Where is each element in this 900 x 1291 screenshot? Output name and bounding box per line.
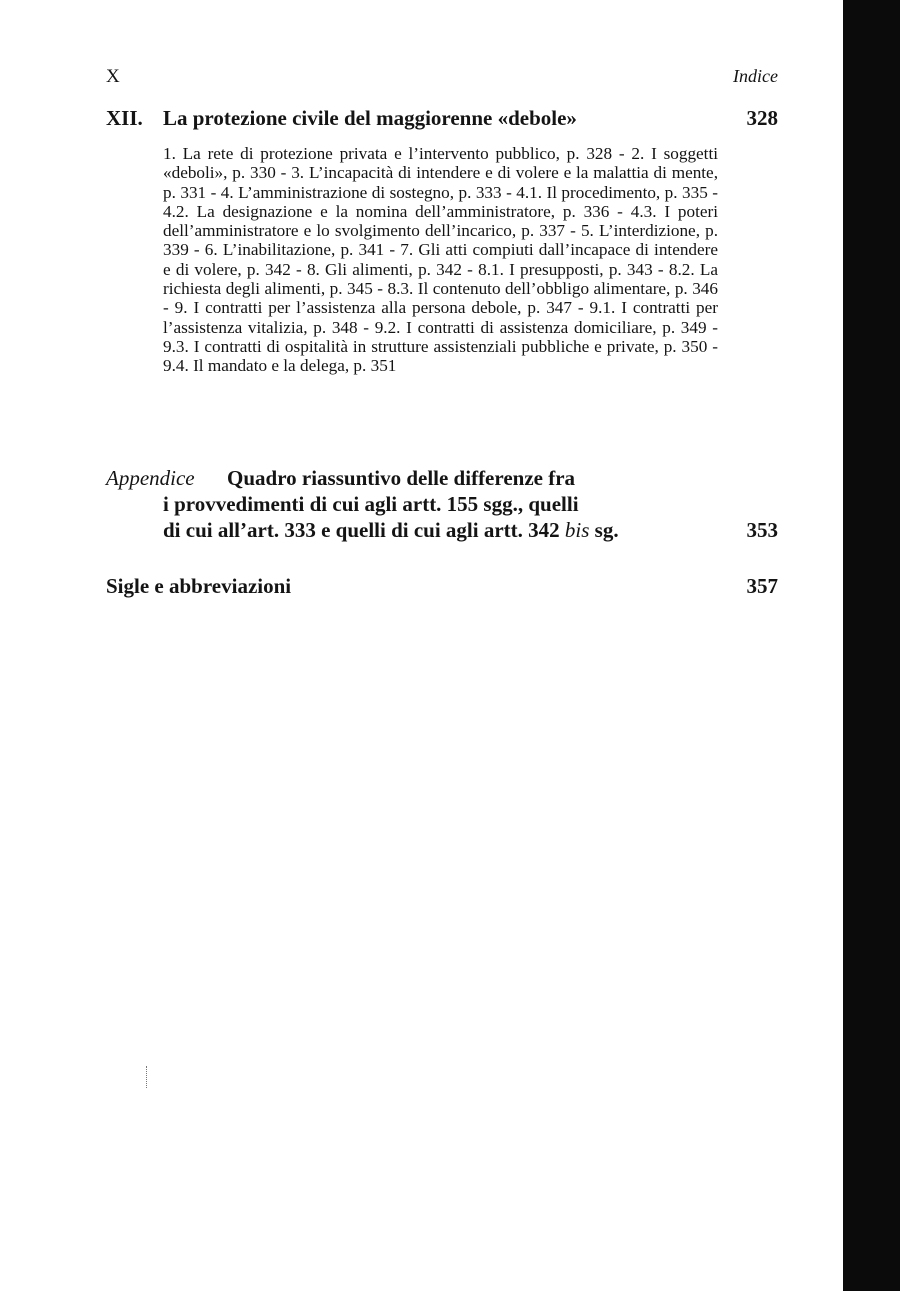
- page-folio: X: [106, 66, 120, 87]
- appendix-page-number: 353: [746, 518, 778, 542]
- chapter-number: XII.: [106, 106, 143, 130]
- appendix-line-3-suffix: sg.: [589, 518, 619, 542]
- appendix-title-line-2: i provvedimenti di cui agli artt. 155 sgg., quelli: [163, 492, 579, 516]
- scan-speck: [146, 1066, 149, 1088]
- appendix-title-line-3: [163, 518, 619, 543]
- appendix-line-3-text: di cui all’art. 333 e quelli di cui agli artt. 342: [163, 518, 565, 542]
- chapter-contents: 1. La rete di protezione privata e l’intervento pubblico, p. 328 - 2. I soggetti «deboli», p. 330 - 3. L’incapacità di intendere e di volere e la malattia di mente, p. 331 - 4. L’amministrazione di sostegno, p. 333 - 4.1. Il procedimento, p. 335 - 4.2. La designazione e la nomina dell’amministratore, p. 336 - 4.3. I poteri dell’amministratore e lo svolgimento dell’incarico, p. 337 - 5. L’interdizione, p. 339 - 6. L’inabilitazione, p. 341 - 7. Gli atti compiuti dall’incapace di intendere e di volere, p. 342 - 8. Gli alimenti, p. 342 - 8.1. I presupposti, p. 343 - 8.2. La richiesta degli alimenti, p. 345 - 8.3. Il contenuto dell’obbligo alimentare, p. 346 - 9. I contratti per l’assistenza alla persona debole, p. 347 - 9.1. I contratti per l’assistenza vitalizia, p. 348 - 9.2. I contratti di assistenza domiciliare, p. 349 - 9.3. I contratti di ospitalità in strutture assistenziali pubbliche e private, p. 350 - 9.4. Il mandato e la delega, p. 351: [163, 144, 718, 376]
- sigle-title: Sigle e abbreviazioni: [106, 574, 292, 598]
- toc-sigle-entry: [106, 574, 778, 604]
- toc-chapter-entry: [106, 106, 778, 376]
- appendix-title-line-1: Quadro riassuntivo delle differenze fra: [227, 466, 576, 490]
- running-head: [106, 66, 778, 92]
- sigle-page-number: 357: [746, 574, 778, 598]
- chapter-heading: [106, 106, 778, 136]
- scan-edge-bar: [843, 0, 900, 1291]
- appendix-line-3-italic: bis: [564, 518, 590, 542]
- chapter-page-number: 328: [746, 106, 778, 130]
- chapter-title: La protezione civile del maggiorenne «debole»: [163, 106, 577, 130]
- running-section-name: Indice: [733, 66, 778, 86]
- appendix-label: Appendice: [106, 466, 195, 490]
